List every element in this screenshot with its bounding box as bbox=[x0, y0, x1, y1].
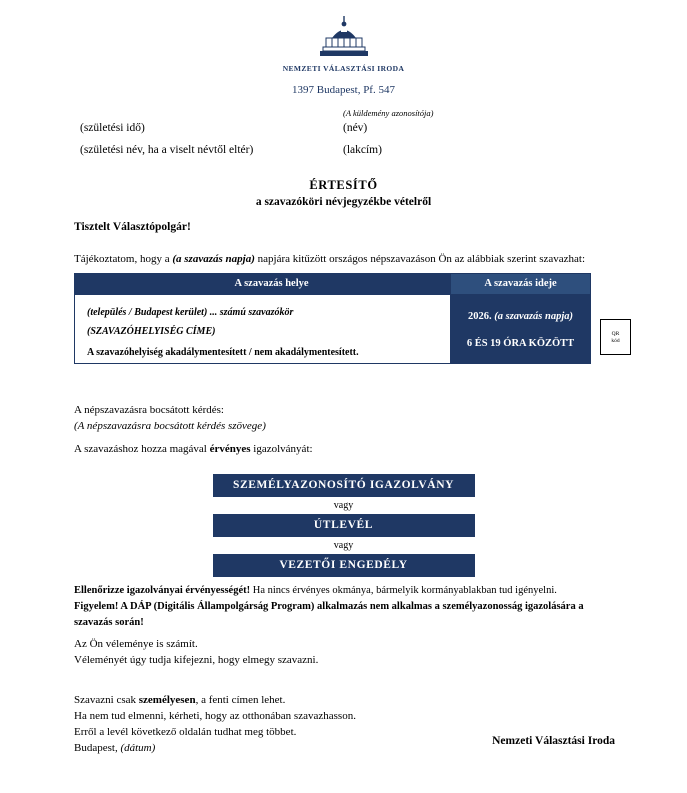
birth-date-placeholder: (születési idő) bbox=[80, 122, 145, 134]
separator-or-2: vagy bbox=[333, 540, 354, 551]
accessibility-line: A szavazóhelyiség akadálymentesített / nem akadálymentesített. bbox=[87, 347, 359, 358]
bring-id-paragraph bbox=[74, 443, 313, 455]
qr-label-line2: kód bbox=[611, 337, 620, 344]
voting-place-table bbox=[74, 273, 469, 364]
signature-line: Nemzeti Választási Iroda bbox=[492, 735, 615, 747]
id-option-identity-card: SZEMÉLYAZONOSÍTÓ IGAZOLVÁNY bbox=[213, 474, 475, 497]
intro-emphasis: (a szavazás napja) bbox=[172, 253, 255, 265]
coat-of-arms-icon bbox=[318, 14, 370, 58]
residence-placeholder: (lakcím) bbox=[343, 144, 382, 156]
opinion-paragraph bbox=[74, 637, 619, 669]
intro-paragraph bbox=[74, 253, 619, 265]
more-info-line: Erről a levél következő oldalán tudhat meg többet. bbox=[74, 725, 297, 738]
warning-validity-line bbox=[74, 583, 619, 599]
voting-time-table bbox=[450, 273, 591, 364]
separator-or-1: vagy bbox=[333, 500, 354, 511]
page-title: ÉRTESÍTŐ bbox=[309, 178, 378, 192]
voting-hours-line: 6 ÉS 19 ÓRA KÖZÖTT bbox=[466, 338, 575, 349]
mail-identifier-note: (A küldemény azonosítója) bbox=[343, 108, 434, 118]
voting-time-header: A szavazás ideje bbox=[450, 273, 591, 295]
opinion-line-2: Véleményét úgy tudja kifejezni, hogy elmegy szavazni. bbox=[74, 653, 319, 666]
birth-name-placeholder: (születési név, ha a viselt névtől eltér) bbox=[80, 144, 254, 156]
warning-block bbox=[74, 583, 619, 630]
voting-place-header: A szavazás helye bbox=[74, 273, 469, 295]
qr-code-placeholder bbox=[600, 319, 631, 355]
referendum-question-block bbox=[74, 403, 614, 435]
address-row bbox=[80, 122, 610, 134]
qr-label-line1: QR bbox=[611, 331, 620, 337]
accepted-id-list bbox=[0, 474, 687, 577]
voting-in-person-paragraph bbox=[74, 693, 619, 757]
organization-name: NEMZETI VÁLASZTÁSI IRODA bbox=[282, 64, 405, 73]
in-person-prefix: Szavazni csak bbox=[74, 694, 139, 706]
in-person-line bbox=[74, 693, 619, 709]
voting-day-note: (a szavazás napja) bbox=[494, 311, 573, 322]
logo-wrap bbox=[0, 14, 687, 58]
voting-district-line: (település / Budapest kerület) ... számú szavazókör bbox=[87, 307, 294, 318]
document-title-block bbox=[0, 178, 687, 208]
in-person-bold: személyesen bbox=[138, 694, 196, 706]
voting-year: 2026. bbox=[467, 311, 492, 322]
address-row bbox=[80, 144, 610, 156]
bring-bold: érvényes bbox=[209, 443, 251, 455]
name-placeholder: (név) bbox=[343, 122, 368, 134]
intro-prefix: Tájékoztatom, hogy a bbox=[74, 253, 173, 265]
page-subtitle: a szavazóköri névjegyzékbe vételről bbox=[255, 196, 432, 208]
warning-validity-rest: Ha nincs érvényes okmánya, bármelyik kormányablakban tud igényelni. bbox=[250, 585, 557, 596]
city-label: Budapest, bbox=[74, 741, 121, 754]
warning-validity-bold: Ellenőrizze igazolványai érvényességét! bbox=[74, 585, 251, 596]
id-option-passport: ÚTLEVÉL bbox=[213, 514, 475, 537]
voting-place-body bbox=[74, 295, 469, 364]
salutation: Tisztelt Választópolgár! bbox=[74, 221, 191, 233]
address-block bbox=[80, 122, 610, 166]
voting-date-line bbox=[451, 311, 590, 322]
intro-suffix: napjára kitűzött országos népszavazáson Ön az alábbiak szerint szavazhat: bbox=[254, 253, 586, 265]
bring-prefix: A szavazáshoz hozza magával bbox=[74, 443, 210, 455]
referendum-question-text: (A népszavazásra bocsátott kérdés szövege) bbox=[74, 419, 266, 432]
referendum-question-label: A népszavazásra bocsátott kérdés: bbox=[74, 404, 224, 416]
opinion-line-1: Az Ön véleménye is számít. bbox=[74, 638, 198, 650]
letterhead bbox=[0, 0, 687, 96]
voting-time-body bbox=[450, 295, 591, 364]
organization-address: 1397 Budapest, Pf. 547 bbox=[292, 84, 395, 96]
voting-address-line: (SZAVAZÓHELYISÉG CÍME) bbox=[87, 325, 216, 337]
bring-suffix: igazolványát: bbox=[250, 443, 313, 455]
warning-dap-line: Figyelem! A DÁP (Digitális Állampolgárság Program) alkalmazás nem alkalmas a személyazonosság igazolására a szavazás során! bbox=[74, 600, 584, 628]
in-person-suffix: , a fenti címen lehet. bbox=[195, 694, 286, 706]
date-placeholder: (dátum) bbox=[120, 741, 156, 754]
id-option-drivers-licence: VEZETŐI ENGEDÉLY bbox=[213, 554, 475, 577]
home-voting-line: Ha nem tud elmenni, kérheti, hogy az otthonában szavazhasson. bbox=[74, 709, 356, 722]
